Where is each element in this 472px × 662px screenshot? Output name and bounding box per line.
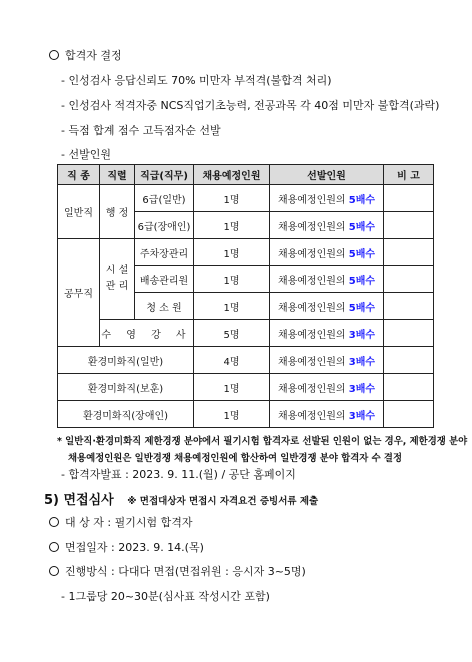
section-5-note: ※ 면접대상자 면접시 자격요건 증빙서류 제출 <box>127 496 319 507</box>
selection-cell <box>270 266 384 293</box>
table-row <box>58 239 434 266</box>
selection-multiple: 5배수 <box>348 194 376 206</box>
selection-multiple: 3배수 <box>348 383 376 395</box>
selection-prefix: 채용예정인원의 <box>277 221 349 233</box>
selection-multiple: 3배수 <box>348 329 376 341</box>
grade-cell: 주차장관리 <box>135 239 194 266</box>
selection-multiple: 3배수 <box>348 356 376 368</box>
selection-cell <box>270 401 384 428</box>
col-header-category: 직 종 <box>58 165 100 185</box>
col-header-series: 직렬 <box>100 165 135 185</box>
interview-sub-item: - 1그룹당 20~30분(심사표 작성시간 포함) <box>61 590 270 603</box>
planned-cell: 4명 <box>194 347 270 374</box>
selection-prefix: 채용예정인원의 <box>277 302 349 314</box>
selection-cell <box>270 212 384 239</box>
criteria-item-1: - 인성검사 응답신뢰도 70% 미만자 부적격(불합격 처리) <box>61 74 332 87</box>
interview-item-target: 대 상 자 : 필기시험 합격자 <box>49 514 192 530</box>
selection-table <box>57 164 434 428</box>
selection-cell <box>270 347 384 374</box>
selection-prefix: 채용예정인원의 <box>277 356 349 368</box>
section-5-title: 5) 면접심사 <box>44 493 114 508</box>
announcement: - 합격자발표 : 2023. 9. 11.(월) / 공단 홈페이지 <box>61 468 296 481</box>
remark-cell <box>384 320 434 347</box>
interview-item-method: 진행방식 : 다대다 면접(면접위원 : 응시자 3~5명) <box>49 563 306 579</box>
planned-cell: 1명 <box>194 266 270 293</box>
selection-prefix: 채용예정인원의 <box>277 275 349 287</box>
planned-cell: 1명 <box>194 401 270 428</box>
circle-bullet-icon <box>49 517 59 527</box>
series-facility: 시 설 관 리 <box>100 239 135 320</box>
table-row <box>58 320 434 347</box>
result-heading: 합격자 결정 <box>49 47 122 63</box>
selection-prefix: 채용예정인원의 <box>277 383 349 395</box>
remark-cell <box>384 374 434 401</box>
table-row <box>58 347 434 374</box>
col-header-selection: 선발인원 <box>270 165 384 185</box>
selection-multiple: 5배수 <box>348 275 376 287</box>
col-header-planned: 채용예정인원 <box>194 165 270 185</box>
grade-cell: 수 영 강 사 <box>100 320 194 347</box>
grade-cell: 환경미화직(장애인) <box>58 401 194 428</box>
selection-multiple: 5배수 <box>348 302 376 314</box>
remark-cell <box>384 212 434 239</box>
planned-cell: 1명 <box>194 212 270 239</box>
circle-bullet-icon <box>49 566 59 576</box>
remark-cell <box>384 185 434 212</box>
criteria-item-2: - 인성검사 적격자중 NCS직업기초능력, 전공과목 각 40점 미만자 불합격(과락) <box>61 99 440 112</box>
grade-cell: 6급(장애인) <box>135 212 194 239</box>
grade-cell: 6급(일반) <box>135 185 194 212</box>
planned-cell: 5명 <box>194 320 270 347</box>
selection-cell <box>270 185 384 212</box>
selection-multiple: 3배수 <box>348 410 376 422</box>
selection-prefix: 채용예정인원의 <box>277 194 349 206</box>
selection-cell <box>270 293 384 320</box>
table-row <box>58 185 434 212</box>
grade-cell: 배송관리원 <box>135 266 194 293</box>
interview-item-date: 면접일자 : 2023. 9. 14.(목) <box>49 539 204 555</box>
grade-cell: 환경미화직(일반) <box>58 347 194 374</box>
selection-prefix: 채용예정인원의 <box>277 410 349 422</box>
grade-cell: 청 소 원 <box>135 293 194 320</box>
planned-cell: 1명 <box>194 293 270 320</box>
circle-bullet-icon <box>49 50 59 60</box>
criteria-item-4: - 선발인원 <box>61 148 111 161</box>
col-header-remark: 비 고 <box>384 165 434 185</box>
table-row <box>58 401 434 428</box>
table-header-row <box>58 165 434 185</box>
selection-cell <box>270 320 384 347</box>
selection-prefix: 채용예정인원의 <box>277 329 349 341</box>
selection-multiple: 5배수 <box>348 221 376 233</box>
planned-cell: 1명 <box>194 185 270 212</box>
table-row <box>58 374 434 401</box>
grade-cell: 환경미화직(보훈) <box>58 374 194 401</box>
category-general: 일반직 <box>58 185 100 239</box>
remark-cell <box>384 266 434 293</box>
category-official: 공무직 <box>58 239 100 347</box>
footnote-line-1: * 일반직·환경미화직 제한경쟁 분야에서 필기시험 합격자로 선발된 인원이 없는 경우, 제한경쟁 분야 <box>57 436 468 447</box>
footnote-line-2: 채용예정인원은 일반경쟁 채용예정인원에 합산하여 일반경쟁 분야 합격자 수 결정 <box>68 453 403 464</box>
section-5-heading <box>44 489 318 508</box>
selection-cell <box>270 239 384 266</box>
criteria-item-3: - 득점 합계 점수 고득점자순 선발 <box>61 124 221 137</box>
series-admin: 행 정 <box>100 185 135 239</box>
selection-multiple: 5배수 <box>348 248 376 260</box>
remark-cell <box>384 347 434 374</box>
col-header-grade: 직급(직무) <box>135 165 194 185</box>
remark-cell <box>384 401 434 428</box>
selection-cell <box>270 374 384 401</box>
remark-cell <box>384 239 434 266</box>
planned-cell: 1명 <box>194 239 270 266</box>
circle-bullet-icon <box>49 542 59 552</box>
remark-cell <box>384 293 434 320</box>
selection-prefix: 채용예정인원의 <box>277 248 349 260</box>
planned-cell: 1명 <box>194 374 270 401</box>
